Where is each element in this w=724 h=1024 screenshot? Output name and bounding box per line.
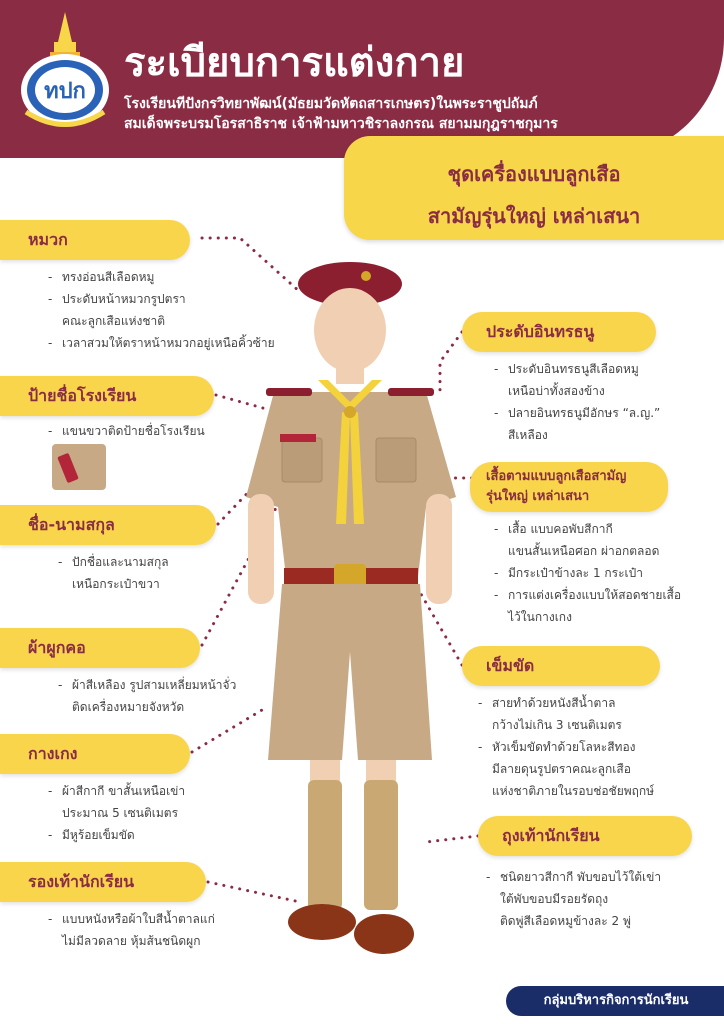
list-item: มีลายดุนรูปตราคณะลูกเสือ	[492, 762, 631, 776]
page-title: ระเบียบการแต่งกาย	[124, 40, 465, 86]
list-epaulette	[494, 358, 660, 446]
list-item: - ปลายอินทรธนูมีอักษร “ล.ญ.”	[494, 406, 661, 420]
banner-line-2: สามัญรุ่นใหญ่ เหล่าเสนา	[427, 204, 641, 228]
list-item: ไม่มีลวดลาย หุ้มส้นชนิดผูก	[62, 934, 201, 948]
list-item: เหนือกระเป๋าขวา	[72, 577, 160, 591]
label-shirt-line-1: เสื้อตามแบบลูกเสือสามัญ	[486, 469, 627, 484]
list-item: ไว้ในกางเกง	[508, 610, 572, 624]
list-item: เหนือบ่าทั้งสองข้าง	[508, 384, 605, 398]
patron-name: สมเด็จพระบรมโอรสาธิราช เจ้าฟ้ามหาวชิราลงกรณ สยามมกุฎราชกุมาร	[124, 116, 558, 132]
label-epaulette: ประดับอินทรธนู	[462, 312, 656, 352]
list-item: แห่งชาติภายในรอบช่อชัยพฤกษ์	[492, 784, 655, 798]
svg-text:ทปก: ทปก	[44, 79, 86, 104]
list-item: - การแต่งเครื่องแบบให้สอดชายเสื้อ	[494, 588, 682, 602]
list-pants	[48, 780, 185, 846]
list-item: - ทรงอ่อนสีเลือดหมู	[48, 270, 155, 284]
list-item: ติดพู่สีเลือดหมูข้างละ 2 พู่	[500, 914, 631, 928]
label-shoes: รองเท้านักเรียน	[0, 862, 206, 902]
list-item: - มีกระเป๋าข้างละ 1 กระเป๋า	[494, 566, 643, 580]
label-belt: เข็มขัด	[462, 646, 660, 686]
label-scarf: ผ้าผูกคอ	[0, 628, 200, 668]
list-belt	[478, 692, 654, 802]
list-school-tag	[48, 420, 205, 442]
list-socks	[486, 866, 661, 932]
list-item: - มีหูร้อยเข็มขัด	[48, 828, 135, 842]
label-shirt-line-2: รุ่นใหญ่ เหล่าเสนา	[486, 489, 590, 504]
list-item: สีเหลือง	[508, 428, 548, 442]
school-name: โรงเรียนทีปังกรวิทยาพัฒน์(มัธยมวัดหัตถสารเกษตร)ในพระราชูปถัมภ์	[124, 96, 538, 112]
list-item: ติดเครื่องหมายจังหวัด	[72, 700, 185, 714]
list-item: - ผ้าสีเหลือง รูปสามเหลี่ยมหน้าจั่ว	[58, 678, 237, 692]
list-shirt	[494, 518, 681, 628]
list-scarf	[58, 674, 236, 718]
list-item: - ชนิดยาวสีกากี พับขอบไว้ใต้เข่า	[486, 870, 662, 884]
banner-line-1: ชุดเครื่องแบบลูกเสือ	[447, 162, 621, 186]
label-school-tag: ป้ายชื่อโรงเรียน	[0, 376, 214, 416]
list-item: - ปักชื่อและนามสกุล	[58, 555, 169, 569]
list-item: - แขนขวาติดป้ายชื่อโรงเรียน	[48, 424, 205, 438]
list-item: - หัวเข็มขัดทำด้วยโลหะสีทอง	[478, 740, 636, 754]
label-name: ชื่อ-นามสกุล	[0, 505, 216, 545]
label-shirt	[470, 462, 668, 512]
list-item: ประมาณ 5 เซนติเมตร	[62, 806, 179, 820]
label-socks: ถุงเท้านักเรียน	[478, 816, 692, 856]
list-item: - สายทำด้วยหนังสีน้ำตาล	[478, 696, 616, 710]
footer-department: กลุ่มบริหารกิจการนักเรียน	[506, 986, 724, 1016]
scout-uniform-figure	[226, 262, 476, 982]
list-item: - เวลาสวมให้ตราหน้าหมวกอยู่เหนือคิ้วซ้าย	[48, 336, 275, 350]
list-item: - แบบหนังหรือผ้าใบสีน้ำตาลแก่	[48, 912, 215, 926]
list-item: แขนสั้นเหนือศอก ผ่าอกตลอด	[508, 544, 660, 558]
list-shoes	[48, 908, 215, 952]
sleeve-patch-image	[52, 444, 106, 490]
list-item: - ประดับหน้าหมวกรูปตรา	[48, 292, 186, 306]
list-item: - ประดับอินทรธนูสีเลือดหมู	[494, 362, 639, 376]
list-item: คณะลูกเสือแห่งชาติ	[62, 314, 166, 328]
label-pants: กางเกง	[0, 734, 190, 774]
label-hat: หมวก	[0, 220, 190, 260]
list-name	[58, 551, 169, 595]
list-item: - เสื้อ แบบคอพับสีกากี	[494, 522, 613, 536]
list-item: - ผ้าสีกากี ขาสั้นเหนือเข่า	[48, 784, 186, 798]
list-item: ใต้พับขอบมีรอยรัดถุง	[500, 892, 609, 906]
list-item: กว้างไม่เกิน 3 เซนติเมตร	[492, 718, 622, 732]
